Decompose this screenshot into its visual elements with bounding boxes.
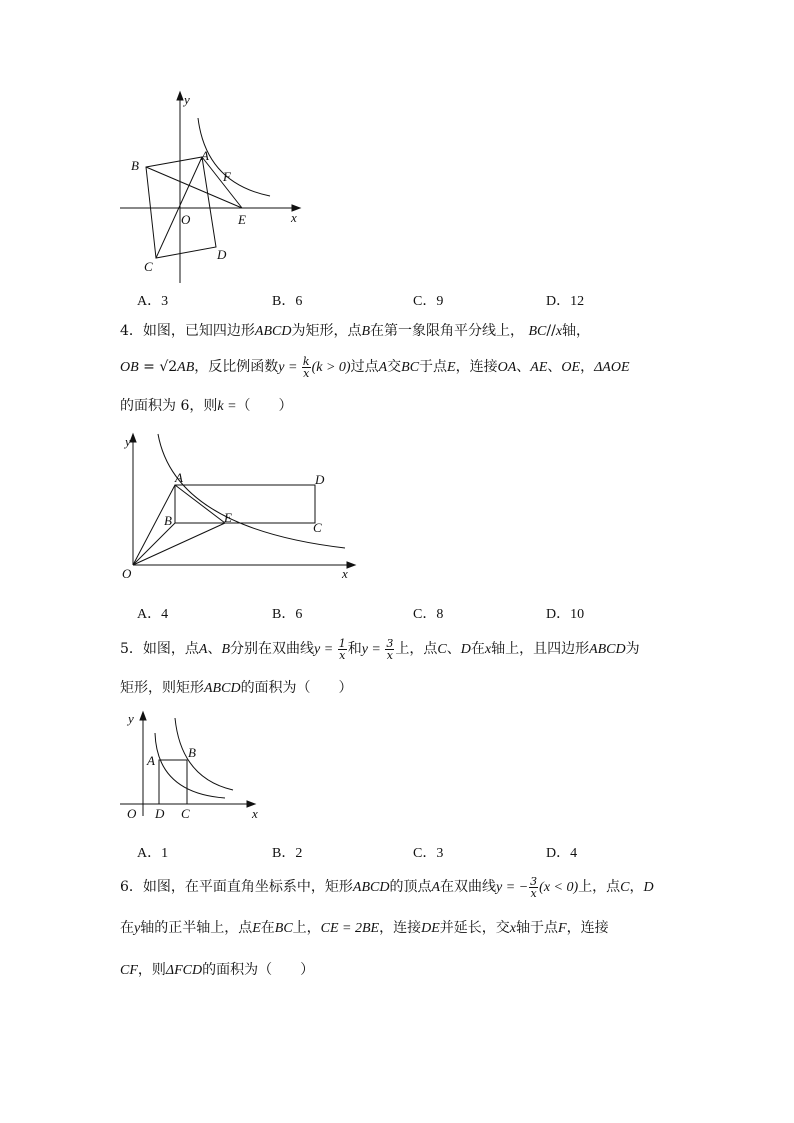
q4-option-c[interactable]: C．8	[413, 607, 444, 622]
q5-option-c[interactable]: C．3	[413, 846, 444, 861]
q5-option-b[interactable]: B．2	[272, 846, 303, 861]
label-d: D	[217, 247, 227, 262]
label-o: O	[181, 212, 191, 227]
label-a: A	[201, 148, 209, 163]
label-b: B	[131, 158, 139, 173]
y-axis-arrow	[177, 92, 183, 100]
hyperbola-3-over-x	[175, 718, 233, 790]
label-c: C	[144, 259, 153, 274]
q4-option-a[interactable]: A．4	[137, 607, 169, 622]
rectangle-abcd	[175, 485, 315, 523]
label-y: y	[125, 434, 131, 449]
q4-option-b[interactable]: B．6	[272, 607, 303, 622]
label-f: F	[223, 169, 231, 184]
label-y: y	[184, 92, 190, 107]
q4-line-2: OB = √2AB，反比例函数y = $\frac{k}{x}$ (k > 0)过点A交BC于点E，连接OA、AE、OE，ΔAOE	[120, 354, 630, 380]
q5-line-2: 矩形，则矩形ABCD的面积为（ ）	[120, 680, 353, 696]
label-x: x	[342, 566, 348, 581]
q6-line-2: 在y轴的正半轴上，点E在BC上，CE = 2BE，连接DE并延长，交x轴于点F，连接	[120, 920, 609, 936]
q3-option-b[interactable]: B．6	[272, 294, 303, 309]
label-y: y	[128, 711, 134, 726]
label-x: x	[252, 806, 258, 821]
segment-ae	[202, 157, 242, 208]
label-d: D	[315, 472, 325, 487]
q6-line-1: 6．如图，在平面直角坐标系中，矩形ABCD的顶点A在双曲线y = − $\frac{3}{x}$ (x < 0)上，点C，D	[120, 874, 654, 900]
q6-line-3: CF，则ΔFCD的面积为（ ）	[120, 962, 315, 978]
label-o: O	[127, 806, 137, 821]
label-b: B	[164, 513, 172, 528]
q5-option-a[interactable]: A．1	[137, 846, 169, 861]
q4-line-3: 的面积为 6，则k =（ ）	[120, 398, 293, 414]
y-axis-arrow	[140, 712, 146, 720]
q3-option-d[interactable]: D．12	[546, 294, 585, 309]
figure-q4	[115, 428, 365, 588]
figure-q5	[115, 708, 265, 826]
figure-q3	[110, 88, 320, 288]
q4-line-1: 4．如图，已知四边形ABCD为矩形，点B在第一象限角平分线上， BC//x轴，	[120, 323, 591, 339]
label-a: A	[147, 753, 155, 768]
label-o: O	[122, 566, 132, 581]
q3-option-c[interactable]: C．9	[413, 294, 444, 309]
label-b: B	[188, 745, 196, 760]
label-a: A	[175, 470, 183, 485]
label-c: C	[313, 520, 322, 535]
label-c: C	[181, 806, 190, 821]
label-x: x	[291, 210, 297, 225]
hyperbola-1-over-x	[155, 733, 225, 798]
q5-option-d[interactable]: D．4	[546, 846, 578, 861]
label-d: D	[155, 806, 165, 821]
y-axis-arrow	[130, 434, 136, 442]
q4-option-d[interactable]: D．10	[546, 607, 585, 622]
x-axis-arrow	[347, 562, 355, 568]
segment-ob	[133, 523, 175, 565]
q3-option-a[interactable]: A．3	[137, 294, 169, 309]
segment-ae	[175, 485, 225, 523]
q5-line-1: 5．如图，点A、B分别在双曲线y = $\frac{1}{x}$ 和y = $\frac{3}{x}$ 上，点C、D在x轴上，且四边形ABCD为	[120, 636, 640, 662]
segment-oe	[133, 523, 225, 565]
label-e: E	[238, 212, 246, 227]
label-e: E	[224, 510, 232, 525]
